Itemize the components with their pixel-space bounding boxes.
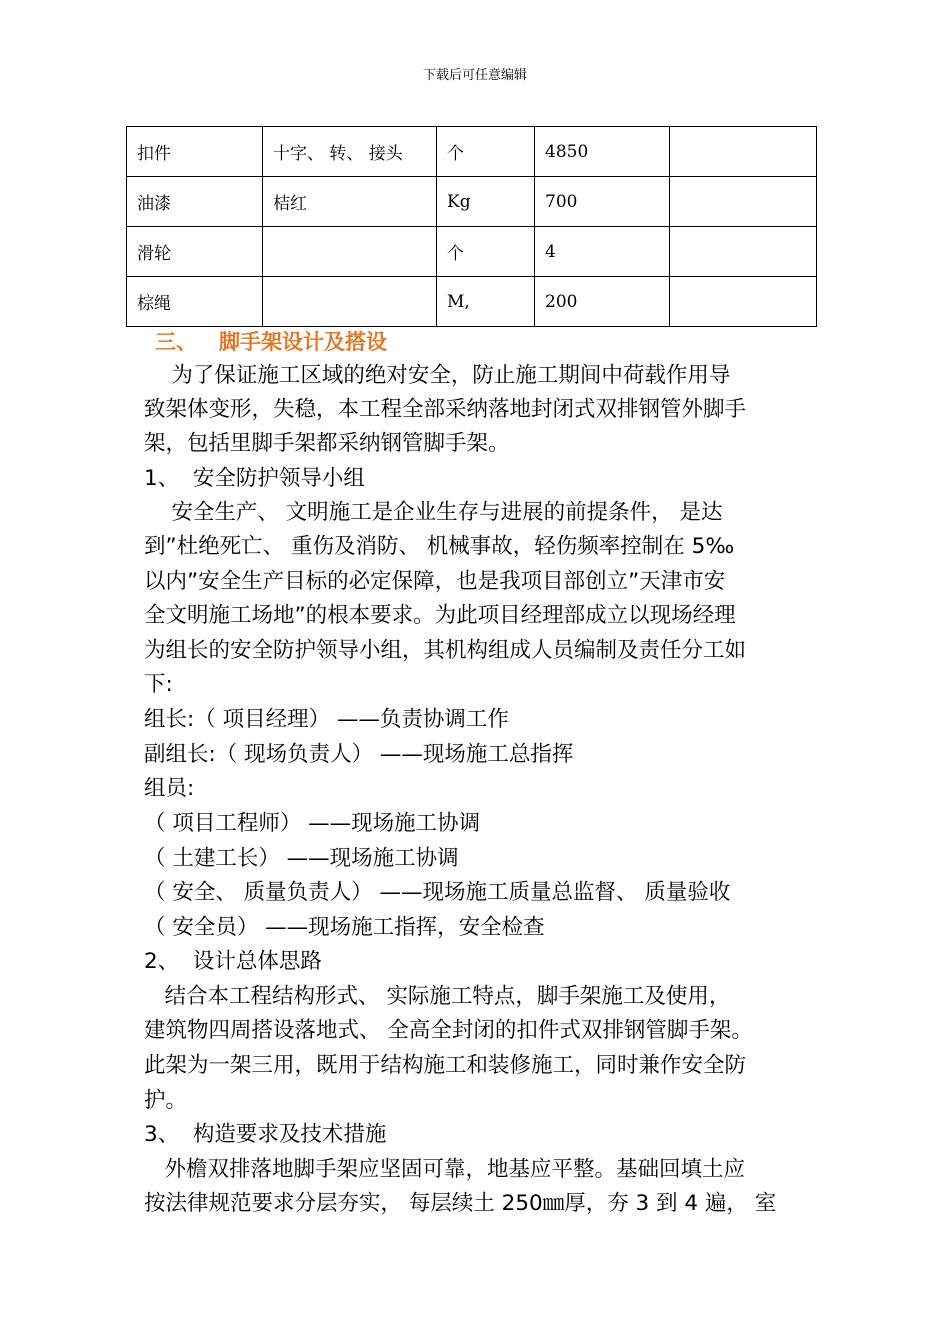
table-cell: 棕绳 <box>127 277 263 327</box>
table-cell: Kg <box>437 177 535 227</box>
paragraph-line: 此架为一架三用，既用于结构施工和装修施工，同时兼作安全防 <box>144 1053 747 1078</box>
table-row <box>127 277 817 327</box>
table-cell: 扣件 <box>127 127 263 177</box>
paragraph-line: 为组长的安全防护领导小组，其机构组成人员编制及责任分工如 <box>144 638 747 663</box>
section-title: 脚手架设计及搭设 <box>219 330 387 354</box>
paragraph-line: 建筑物四周搭设落地式、 全高全封闭的扣件式双排钢管脚手架。 <box>144 1018 753 1043</box>
table-cell <box>670 127 817 177</box>
paragraph-line: 安全生产、 文明施工是企业生存与进展的前提条件， 是达 <box>144 500 723 525</box>
table-cell: 滑轮 <box>127 227 263 277</box>
table-cell: 4850 <box>535 127 670 177</box>
paragraph-line: 外檐双排落地脚手架应坚固可靠，地基应平整。基础回填土应 <box>144 1157 746 1182</box>
paragraph-line: 下: <box>144 672 173 697</box>
table-cell: 4 <box>535 227 670 277</box>
table-cell: 十字、 转、 接头 <box>263 127 437 177</box>
paragraph-line: 组员: <box>144 776 195 801</box>
table-cell: 油漆 <box>127 177 263 227</box>
table-cell: 个 <box>437 127 535 177</box>
paragraph-line: 副组长:（ 现场负责人） ——现场施工总指挥 <box>144 742 574 767</box>
paragraph-line: 3、 构造要求及技术措施 <box>144 1122 387 1147</box>
table-cell <box>263 227 437 277</box>
paragraph-line: 结合本工程结构形式、 实际施工特点，脚手架施工及使用， <box>144 984 731 1009</box>
paragraph-line: 致架体变形，失稳，本工程全部采纳落地封闭式双排钢管外脚手 <box>144 397 747 422</box>
paragraph-line: 全文明施工场地”的根本要求。为此项目经理部成立以现场经理 <box>144 603 736 628</box>
page-header: 下载后可任意编辑 <box>422 68 527 83</box>
table-row <box>127 127 817 177</box>
paragraph-line: （ 土建工长） ——现场施工协调 <box>144 846 459 871</box>
table-cell: 700 <box>535 177 670 227</box>
section-heading <box>155 326 387 356</box>
paragraph-line: （ 项目工程师） ——现场施工协调 <box>144 811 481 836</box>
section-number: 三、 <box>155 330 197 354</box>
table-cell <box>670 227 817 277</box>
paragraph-line: （ 安全、 质量负责人） ——现场施工质量总监督、 质量验收 <box>144 880 731 905</box>
table-cell <box>670 277 817 327</box>
table-cell: 个 <box>437 227 535 277</box>
paragraph-line: 以内”安全生产目标的必定保障，也是我项目部创立”天津市安 <box>144 569 726 594</box>
paragraph-line: 护。 <box>144 1088 188 1113</box>
table-cell: 200 <box>535 277 670 327</box>
paragraph-line: 为了保证施工区域的绝对安全，防止施工期间中荷载作用导 <box>144 363 731 388</box>
table-cell: M, <box>437 277 535 327</box>
paragraph-line: 按法律规范要求分层夯实， 每层续土 250㎜厚，夯 3 到 4 遍， 室 <box>144 1191 777 1216</box>
table-cell <box>670 177 817 227</box>
table-row <box>127 227 817 277</box>
paragraph-line: 2、 设计总体思路 <box>144 949 322 974</box>
paragraph-line: （ 安全员） ——现场施工指挥，安全检查 <box>144 915 545 940</box>
paragraph-line: 1、 安全防护领导小组 <box>144 466 365 491</box>
paragraph-line: 组长:（ 项目经理） ——负责协调工作 <box>144 707 509 732</box>
table-cell <box>263 277 437 327</box>
table-cell: 桔红 <box>263 177 437 227</box>
paragraph-line: 到”杜绝死亡、 重伤及消防、 机械事故，轻伤频率控制在 5‰ <box>144 534 735 559</box>
table-row <box>127 177 817 227</box>
materials-table <box>126 126 817 327</box>
paragraph-line: 架，包括里脚手架都采纳钢管脚手架。 <box>144 431 510 456</box>
